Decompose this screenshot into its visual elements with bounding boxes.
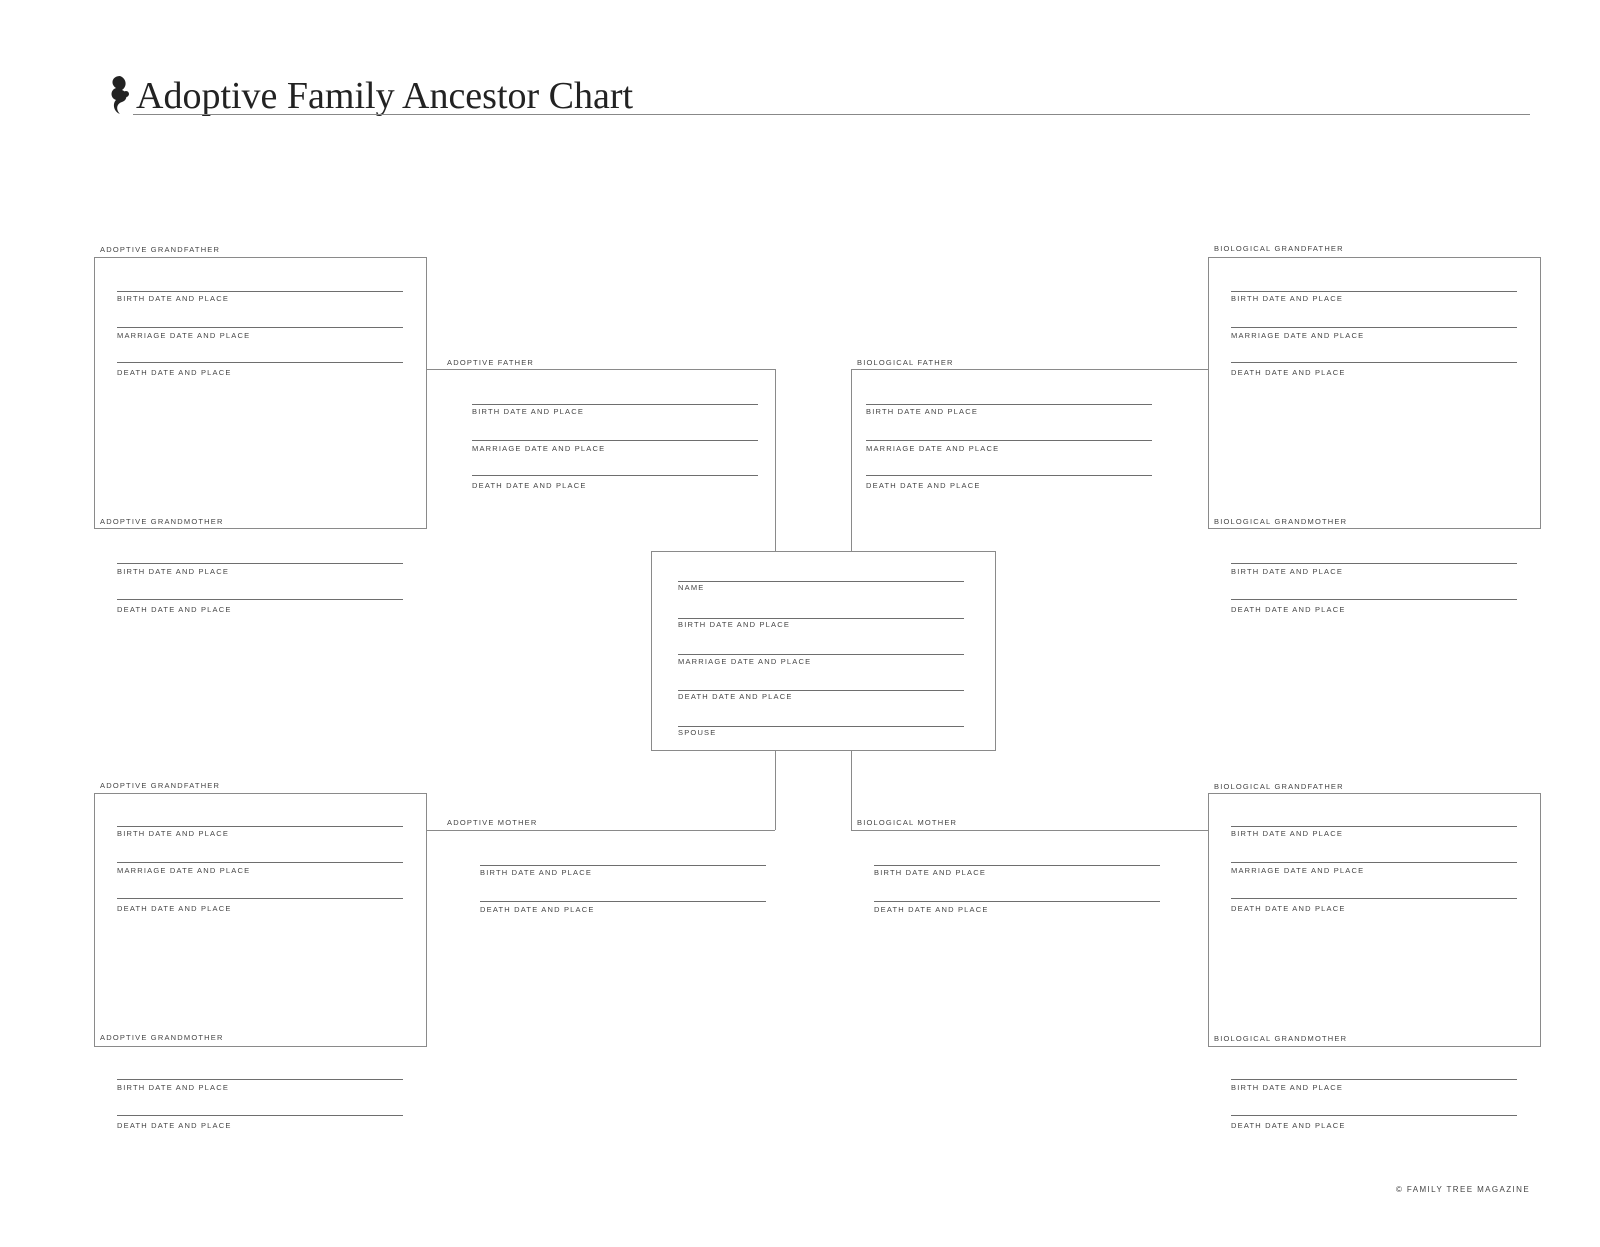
adoptive-grandfather-marriage-field[interactable] xyxy=(117,898,403,899)
biological-grandmother-label: BIOLOGICAL GRANDMOTHER xyxy=(1214,517,1348,526)
adoptive-father-marriage-field[interactable] xyxy=(472,475,758,476)
biological-grandfather-name-field[interactable] xyxy=(1231,291,1517,292)
marriage-label: MARRIAGE DATE AND PLACE xyxy=(472,444,606,453)
biological-mother-name-field[interactable] xyxy=(874,865,1160,866)
birth-label: BIRTH DATE AND PLACE xyxy=(1231,567,1344,576)
birth-label: BIRTH DATE AND PLACE xyxy=(874,868,987,877)
death-label: DEATH DATE AND PLACE xyxy=(678,692,793,701)
birth-label: BIRTH DATE AND PLACE xyxy=(480,868,593,877)
adoptive-mother-connector-vertical xyxy=(775,751,776,830)
adoptee-name-field[interactable] xyxy=(678,581,964,582)
death-label: DEATH DATE AND PLACE xyxy=(117,1121,232,1130)
adoptive-grandfather-name-field[interactable] xyxy=(117,826,403,827)
death-label: DEATH DATE AND PLACE xyxy=(1231,904,1346,913)
biological-father-label: BIOLOGICAL FATHER xyxy=(857,358,954,367)
title-rule xyxy=(133,114,1530,115)
adoptive-grandfather-label: ADOPTIVE GRANDFATHER xyxy=(100,781,221,790)
death-label: DEATH DATE AND PLACE xyxy=(117,904,232,913)
marriage-label: MARRIAGE DATE AND PLACE xyxy=(117,331,251,340)
adoptive-grandmother-label: ADOPTIVE GRANDMOTHER xyxy=(100,1033,224,1042)
adoptive-father-connector xyxy=(427,369,775,370)
adoptive-grandmother-name-field[interactable] xyxy=(117,563,403,564)
adoptive-grandmother-birth-field[interactable] xyxy=(117,1115,403,1116)
biological-grandfather-marriage-field[interactable] xyxy=(1231,362,1517,363)
adoptive-father-birth-field[interactable] xyxy=(472,440,758,441)
biological-father-name-field[interactable] xyxy=(866,404,1152,405)
adoptee-spouse-field[interactable] xyxy=(678,726,964,727)
death-label: DEATH DATE AND PLACE xyxy=(1231,605,1346,614)
birth-label: BIRTH DATE AND PLACE xyxy=(117,829,230,838)
adoptive-mother-label: ADOPTIVE MOTHER xyxy=(447,818,538,827)
death-label: DEATH DATE AND PLACE xyxy=(874,905,989,914)
death-label: DEATH DATE AND PLACE xyxy=(472,481,587,490)
marriage-label: MARRIAGE DATE AND PLACE xyxy=(1231,331,1365,340)
birth-label: BIRTH DATE AND PLACE xyxy=(866,407,979,416)
biological-mother-birth-field[interactable] xyxy=(874,901,1160,902)
birth-label: BIRTH DATE AND PLACE xyxy=(678,620,791,629)
birth-label: BIRTH DATE AND PLACE xyxy=(117,1083,230,1092)
copyright-notice: © FAMILY TREE MAGAZINE xyxy=(1396,1185,1531,1194)
page-title: Adoptive Family Ancestor Chart xyxy=(136,75,634,117)
adoptive-mother-name-field[interactable] xyxy=(480,865,766,866)
death-label: DEATH DATE AND PLACE xyxy=(117,368,232,377)
biological-grandmother-name-field[interactable] xyxy=(1231,563,1517,564)
biological-father-birth-field[interactable] xyxy=(866,440,1152,441)
biological-grandfather-label: BIOLOGICAL GRANDFATHER xyxy=(1214,244,1344,253)
adoptive-grandmother-label: ADOPTIVE GRANDMOTHER xyxy=(100,517,224,526)
adoptive-grandmother-name-field[interactable] xyxy=(117,1079,403,1080)
name-label: NAME xyxy=(678,583,705,592)
marriage-label: MARRIAGE DATE AND PLACE xyxy=(678,657,812,666)
biological-grandfather-birth-field[interactable] xyxy=(1231,327,1517,328)
adoptive-father-label: ADOPTIVE FATHER xyxy=(447,358,535,367)
death-label: DEATH DATE AND PLACE xyxy=(480,905,595,914)
biological-father-connector xyxy=(851,369,1208,370)
biological-grandfather-label: BIOLOGICAL GRANDFATHER xyxy=(1214,782,1344,791)
biological-grandmother-label: BIOLOGICAL GRANDMOTHER xyxy=(1214,1034,1348,1043)
birth-label: BIRTH DATE AND PLACE xyxy=(117,294,230,303)
birth-label: BIRTH DATE AND PLACE xyxy=(1231,1083,1344,1092)
adoptive-grandfather-name-field[interactable] xyxy=(117,291,403,292)
adoptive-grandmother-birth-field[interactable] xyxy=(117,599,403,600)
biological-grandmother-birth-field[interactable] xyxy=(1231,1115,1517,1116)
biological-mother-label: BIOLOGICAL MOTHER xyxy=(857,818,958,827)
adoptive-mother-birth-field[interactable] xyxy=(480,901,766,902)
biological-grandfather-name-field[interactable] xyxy=(1231,826,1517,827)
biological-father-marriage-field[interactable] xyxy=(866,475,1152,476)
adoptive-father-connector-vertical xyxy=(775,369,776,551)
marriage-label: MARRIAGE DATE AND PLACE xyxy=(117,866,251,875)
adoptive-father-name-field[interactable] xyxy=(472,404,758,405)
death-label: DEATH DATE AND PLACE xyxy=(1231,1121,1346,1130)
biological-grandmother-birth-field[interactable] xyxy=(1231,599,1517,600)
page-title-area xyxy=(106,72,633,118)
adoptive-grandfather-label: ADOPTIVE GRANDFATHER xyxy=(100,245,221,254)
birth-label: BIRTH DATE AND PLACE xyxy=(472,407,585,416)
birth-label: BIRTH DATE AND PLACE xyxy=(1231,294,1344,303)
death-label: DEATH DATE AND PLACE xyxy=(1231,368,1346,377)
birth-label: BIRTH DATE AND PLACE xyxy=(117,567,230,576)
spouse-label: SPOUSE xyxy=(678,728,717,737)
adoptive-grandfather-marriage-field[interactable] xyxy=(117,362,403,363)
birth-label: BIRTH DATE AND PLACE xyxy=(1231,829,1344,838)
biological-father-connector-vertical xyxy=(851,369,852,551)
biological-grandfather-marriage-field[interactable] xyxy=(1231,898,1517,899)
adoptee-death-field[interactable] xyxy=(678,690,964,691)
death-label: DEATH DATE AND PLACE xyxy=(866,481,981,490)
death-label: DEATH DATE AND PLACE xyxy=(117,605,232,614)
biological-mother-connector xyxy=(851,830,1208,831)
adoptive-grandfather-birth-field[interactable] xyxy=(117,862,403,863)
fleuron-icon xyxy=(106,72,132,118)
adoptee-birth-field[interactable] xyxy=(678,618,964,619)
biological-grandmother-name-field[interactable] xyxy=(1231,1079,1517,1080)
adoptee-marriage-field[interactable] xyxy=(678,654,964,655)
biological-grandfather-birth-field[interactable] xyxy=(1231,862,1517,863)
adoptive-grandfather-birth-field[interactable] xyxy=(117,327,403,328)
marriage-label: MARRIAGE DATE AND PLACE xyxy=(1231,866,1365,875)
biological-mother-connector-vertical xyxy=(851,751,852,830)
adoptive-mother-connector xyxy=(427,830,775,831)
marriage-label: MARRIAGE DATE AND PLACE xyxy=(866,444,1000,453)
